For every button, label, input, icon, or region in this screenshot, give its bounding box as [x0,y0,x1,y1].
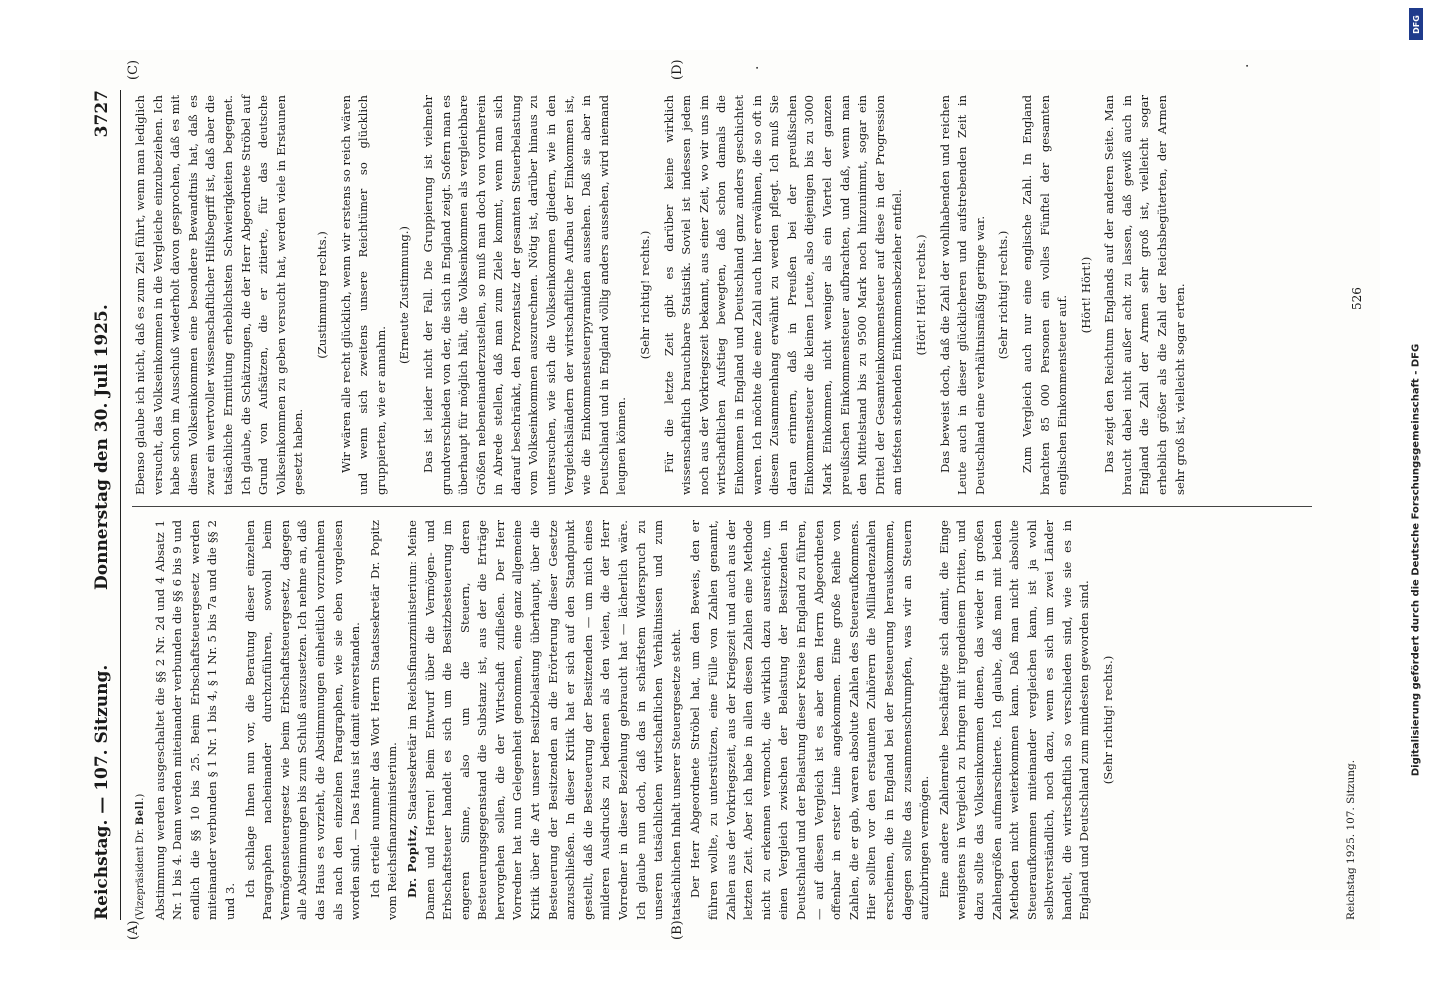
paragraph: Wir wären alle recht glücklich, wenn wir erstens so reich wären und wenn sich zweitens unsere Reichtümer so glücklich gruppierten, wie er annahm. [338,95,388,495]
paragraph: Das ist leider nicht der Fall. Die Gruppierung ist vielmehr grundverschieden von der, die sich in England zeigt. Sofern man es überhaupt für möglich hält, die Volkseinkommen als vergleichbare Größen nebeneinanderzustellen, so muß man doch von vornherein in Abrede stellen, daß man zum Ziele kommt, wenn man sich darauf beschränkt, den Prozentsatz der gesamten Steuerbelastung vom Volkseinkommen auszurechnen. Nötig ist, darüber hinaus zu untersuchen, wie sich die Volkseinkommen gliedern, wie in den Vergleichsländern der wirtschaftliche Aufbau der Einkommen ist, wie die Einkommensteuerpyramiden aussehen. Daß sie aber in Deutschland und in England völlig anders aussehen, wird niemand leugnen können. [420,95,629,495]
marker-a: (A) [126,920,141,940]
speaker-tag-prefix: (Vizepräsident Dr. [135,825,146,920]
interjection: (Sehr richtig! rechts.) [638,230,653,360]
paragraph: Ich erteile nunmehr das Wort Herrn Staatssekretär Dr. Popitz vom Reichsfinanzministerium. [367,520,400,920]
header-rule [120,90,121,920]
margin-mark: · [750,65,766,70]
scanned-page [60,50,1380,950]
digitization-strip [1402,0,1430,1000]
interjection: (Erneute Zustimmung.) [397,226,412,364]
interjection: (Sehr richtig! rechts.) [1101,655,1116,785]
speaker-tag [132,520,150,920]
header-left: Reichstag. — 107. Sitzung. [92,664,112,920]
interjection: (Sehr richtig! rechts.) [996,230,1011,360]
dfg-logo-icon [1409,8,1423,40]
speaker-tag-name: Bell [135,800,146,826]
header-date: Donnerstag den 30. Juli 1925. [92,304,112,590]
speaker-name: Dr. Popitz, [404,824,419,898]
marker-c: (C) [126,59,141,80]
paragraph: Eine andere Zahlenreihe beschäftigte sich damit, die Einge wenigstens in Vergleich zu bringen mit irgendeinem Dritten, und dazu sollte das Volkseinkommen dienen, das wieder in großen Zahlengrößen aufmarschierte. Ich glaube, daß man mit beiden Methoden nicht weiterkommen kann. Daß man nicht absolute Steueraufkommen miteinander vergleichen kann, ist ja wohl selbstverständlich, noch dazu, wenn es sich um zwei Länder handelt, die wirtschaftlich so verschieden sind, wie sie es in England und Deutschland zum mindesten geworden sind. [936,520,1092,920]
paragraph: Ebenso glaube ich nicht, daß es zum Ziel führt, wenn man lediglich versucht, das Volkseinkommen in die Vergleiche einzubeziehen. Ich habe schon im Ausschuß wiederholt davon gesprochen, daß es mit diesem Volkseinkommen eine besondere Bewandtnis hat, daß es zwar ein wertvoller wissenschaftlicher Hilfsbegriff ist, daß aber die tatsächliche Ermittlung erheblichsten Schwierigkeiten begegnet. Ich glaube, die Schätzungen, die der Herr Abgeordnete Ströbel auf Grund von Aufsätzen, die er zitierte, für das deutsche Volkseinkommen zu geben versucht hat, werden viele in Erstaunen gesetzt haben. [133,95,306,495]
interjection: (Zustimmung rechts.) [314,231,329,359]
footer-page-code: 526 [1350,287,1364,310]
right-column [132,95,1191,495]
paragraph: Das beweist doch, daß die Zahl der wohlhabenden und reichen Leute auch in dieser glücklicheren und aufstrebenden Zeit in Deutschland eine verhältnismäßig geringe war. [937,95,987,495]
left-column [132,520,1124,920]
dfg-logo-text: DFG [1411,14,1421,34]
paragraph: Für die letzte Zeit gibt es darüber keine wirklich wissenschaftlich brauchbare Statistik. Soviel ist indessen jedem noch aus der Vorkriegszeit bekannt, aus einer Zeit, wo wir uns im wirtschaftlichen Aufstieg bewegten, daß schon damals die Einkommen in England und Deutschland ganz anders geschichtet waren. Ich möchte die eine Zahl auch hier erwähnen, die so oft in diesem Zusammenhang erwähnt zu werden pflegt. Ich muß Sie daran erinnern, daß in Preußen bei der preußischen Einkommensteuer die kleinen Leute, also diejenigen bis zu 3000 Mark Einkommen, nicht weniger als ein Viertel der ganzen preußischen Einkommensteuer aufbrachten, und daß, wenn man den Mittelstand bis zu 9500 Mark noch hinzunimmt, sogar ein Drittel der Gesamteinkommensteuer auf diese in der Progression am tiefsten stehenden Einkommensbezieher entfiel. [661,95,905,495]
page-header [92,90,118,920]
speech-text: Staatssekretär im Reichsfinanzministerium: Meine Damen und Herren! Beim Entwurf über die Vermögen- und Erbschaftsteuer handelt es sich um die Besitzbesteuerung im engeren Sinne, also um die Steuern, deren Besteuerungsgegenstand die Substanz ist, aus der die Erträge hervorgehen sollen, die der Wirtschaft zufließen. Der Herr Vorredner hat nun Gelegenheit genommen, eine ganz allgemeine Kritik über die Art unserer Besitzbelastung überhaupt, über die Besteuerung der Besitzenden an die Erörterung dieser Gesetze anzuschließen. In dieser Kritik hat er sich auf den Standpunkt gestellt, daß die Besteuerung der Besitzenden — um mich eines milderen Ausdrucks zu bedienen als den vielen, die der Herr Vorredner in dieser Beziehung gebraucht hat — lächerlich wäre. Ich glaube nun doch, daß das in schärfstem Widerspruch zu unseren tatsächlichen wirtschaftlichen Verhältnissen und zum tatsächlichen Inhalt unserer Steuergesetze steht. [404,520,683,920]
paragraph: Der Herr Abgeordnete Ströbel hat, um den Beweis, den er führen wollte, zu unterstützen, eine Fülle von Zahlen genannt, Zahlen aus der Vorkriegszeit, aus der Kriegszeit und auch aus der letzten Zeit. Aber ich habe in allen diesen Zahlen eine Methode nicht zu erkennen vermocht, die wirklich dazu ausreichte, um einen Vergleich zwischen der Belastung der Besitzenden in Deutschland und der Belastung dieser Kreise in England zu führen, — auf diesen Vergleich ist es aber dem Herrn Abgeordneten offenbar in erster Linie angekommen. Eine große Reihe von Zahlen, die er gab, waren absolute Zahlen des Steueraufkommens. Hier sollten vor den erstaunten Zuhörern die Milliardenzahlen erscheinen, die in England bei der Besteuerung herauskommen, dagegen sollte das zusammenschrumpfen, was wir an Steuern aufzubringen vermögen. [688,520,932,920]
column-divider [132,506,1312,507]
speaker-tag-suffix: .) [135,793,146,801]
page-number: 3727 [92,90,112,138]
paragraph: Zum Vergleich auch nur eine englische Zahl. In England brachten 85 000 Personen ein volles Fünftel der gesamten englischen Einkommensteuer auf. [1019,95,1070,495]
interjection: (Hört! Hört! rechts.) [913,234,928,356]
margin-mark: · [1240,63,1256,68]
paragraph: Ich schlage Ihnen nun vor, die Beratung dieser einzelnen Paragraphen nacheinander durchzuführen, sowohl beim Vermögensteuergesetz wie beim Erbschaftsteuergesetz, dagegen alle Abstimmungen bis zum Schluß auszusetzen. Ich nehme an, daß das Haus es vorzieht, die Abstimmungen einheitlich vorzunehmen als nach den einzelnen Paragraphen, wie sie eben vorgelesen worden sind. — Das Haus ist damit einverstanden. [242,520,363,920]
paragraph: Das zeigt den Reichtum Englands auf der anderen Seite. Man braucht dabei nicht außer acht zu lassen, daß gewiß auch in England die Zahl der Armen sehr groß ist, vielleicht sogar erheblich größer als die Zahl der Reichsbegüterten, der Armen sehr groß ist, vielleicht sogar erten. [1102,95,1187,495]
paragraph-speech [404,520,686,920]
digitization-note: Digitalisierung gefördert durch die Deutsche Forschungsgemeinschaft - DFG [1410,343,1422,777]
interjection: (Hört! Hört!) [1078,256,1093,334]
marker-d: (D) [670,59,685,80]
footer-left: Reichstag 1925. 107. Sitzung. [1345,759,1357,920]
marker-b: (B) [670,920,685,940]
paragraph: Abstimmung werden ausgeschaltet die §§ 2 Nr. 2d und 4 Absatz 1 Nr. 1 bis 4. Dann werden miteinander verbunden die §§ 6 bis 9 und endlich die §§ 10 bis 25. Beim Erbschaftsteuergesetz werden miteinander verbunden § 1 Nr. 1 bis 4, § 1 Nr. 5 bis 7a und die §§ 2 und 3. [152,520,237,920]
